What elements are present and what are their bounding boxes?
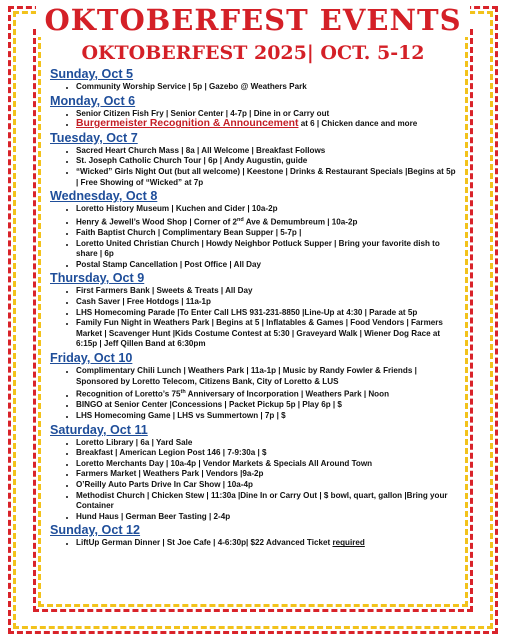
event-item: • Sacred Heart Church Mass | 8a | All Welcome | Breakfast Follows xyxy=(76,146,458,157)
event-item: • Recognition of Loretto’s 75th Anniversary of Incorporation | Weathers Park | Noon xyxy=(76,387,458,400)
event-item: • Senior Citizen Fish Fry | Senior Center | 4-7p | Dine in or Carry out xyxy=(76,109,458,120)
day-events xyxy=(50,286,458,350)
day-events xyxy=(50,366,458,422)
day-heading: Friday, Oct 10 xyxy=(50,350,133,365)
event-item: • Loretto Library | 6a | Yard Sale xyxy=(76,438,458,449)
day-events xyxy=(50,204,458,270)
day-heading: Monday, Oct 6 xyxy=(50,93,136,108)
event-item: • St. Joseph Catholic Church Tour | 6p | Andy Augustin, guide xyxy=(76,156,458,167)
day-heading: Saturday, Oct 11 xyxy=(50,422,148,437)
day-events xyxy=(50,438,458,523)
day-events xyxy=(50,82,458,93)
event-item: • Farmers Market | Weathers Park | Vendors |9a-2p xyxy=(76,469,458,480)
event-item: • Loretto Merchants Day | 10a-4p | Vendor Markets & Specials All Around Town xyxy=(76,459,458,470)
event-item: • O’Reilly Auto Parts Drive In Car Show | 10a-4p xyxy=(76,480,458,491)
event-item: • Cash Saver | Free Hotdogs | 11a-1p xyxy=(76,297,458,308)
day-heading: Wednesday, Oct 8 xyxy=(50,189,158,204)
day-events xyxy=(50,538,458,549)
event-item: • First Farmers Bank | Sweets & Treats | All Day xyxy=(76,286,458,297)
event-item: • Faith Baptist Church | Complimentary Bean Supper | 5-7p | xyxy=(76,228,458,239)
event-item: • LiftUp German Dinner | St Joe Cafe | 4-6:30p| $22 Advanced Ticket required xyxy=(76,538,458,549)
page-title: OKTOBERFEST EVENTS xyxy=(0,3,506,37)
event-item: • Community Worship Service | 5p | Gazebo @ Weathers Park xyxy=(76,82,458,93)
day-heading: Sunday, Oct 5 xyxy=(50,67,134,81)
page-subtitle: OKTOBERFEST 2025| OCT. 5-12 xyxy=(81,42,425,64)
day-heading: Tuesday, Oct 7 xyxy=(50,130,138,145)
event-item: • Breakfast | American Legion Post 146 | 7-9:30a | $ xyxy=(76,448,458,459)
event-item: • BINGO at Senior Center |Concessions | Packet Pickup 5p | Play 6p | $ xyxy=(76,400,458,411)
burgermeister-title: Burgermeister Recognition & Announcement xyxy=(76,118,299,130)
event-item: • Postal Stamp Cancellation | Post Office | All Day xyxy=(76,260,458,271)
day-heading: Sunday, Oct 12 xyxy=(50,523,141,538)
event-item: • LHS Homecoming Game | LHS vs Summertown | 7p | $ xyxy=(76,411,458,422)
event-item-highlight: • Burgermeister Recognition & Announcement at 6 | Chicken dance and more xyxy=(76,119,458,130)
event-item: • Family Fun Night in Weathers Park | Begins at 5 | Inflatables & Games | Food Vendors | Farmers Market | Scavenger Hunt |Kids Costume Contest at 5:30 | Graveyard Walk | Wiener Dog Race at 6:15p | Jeff Qillen Band at 6:30pm xyxy=(76,318,458,350)
day-events xyxy=(50,109,458,130)
day-heading: Thursday, Oct 9 xyxy=(50,271,145,286)
event-item: • “Wicked” Girls Night Out (but all welcome) | Keestone | Drinks & Restaurant Specials |Begins at 5p | Free Showing of “Wicked” at 7p xyxy=(76,167,458,188)
event-item: • Loretto History Museum | Kuchen and Cider | 10a-2p xyxy=(76,204,458,215)
events-list xyxy=(50,67,458,550)
event-item: • Henry & Jewell’s Wood Shop | Corner of 2nd Ave & Demumbreum | 10a-2p xyxy=(76,215,458,228)
event-item: • Methodist Church | Chicken Stew | 11:30a |Dine In or Carry Out | $ bowl, quart, gallon |Bring your Container xyxy=(76,491,458,512)
event-item: • Complimentary Chili Lunch | Weathers Park | 11a-1p | Music by Randy Fowler & Friends | Sponsored by Loretto Telecom, Citizens Bank, City of Loretto & LUS xyxy=(76,366,458,387)
event-item: • LHS Homecoming Parade |To Enter Call LHS 931-231-8850 |Line-Up at 4:30 | Parade at 5p xyxy=(76,308,458,319)
day-events xyxy=(50,146,458,188)
event-item: • Loretto United Christian Church | Howdy Neighbor Potluck Supper | Bring your favorite dish to share | 6p xyxy=(76,239,458,260)
event-item: • Hund Haus | German Beer Tasting | 2-4p xyxy=(76,512,458,523)
